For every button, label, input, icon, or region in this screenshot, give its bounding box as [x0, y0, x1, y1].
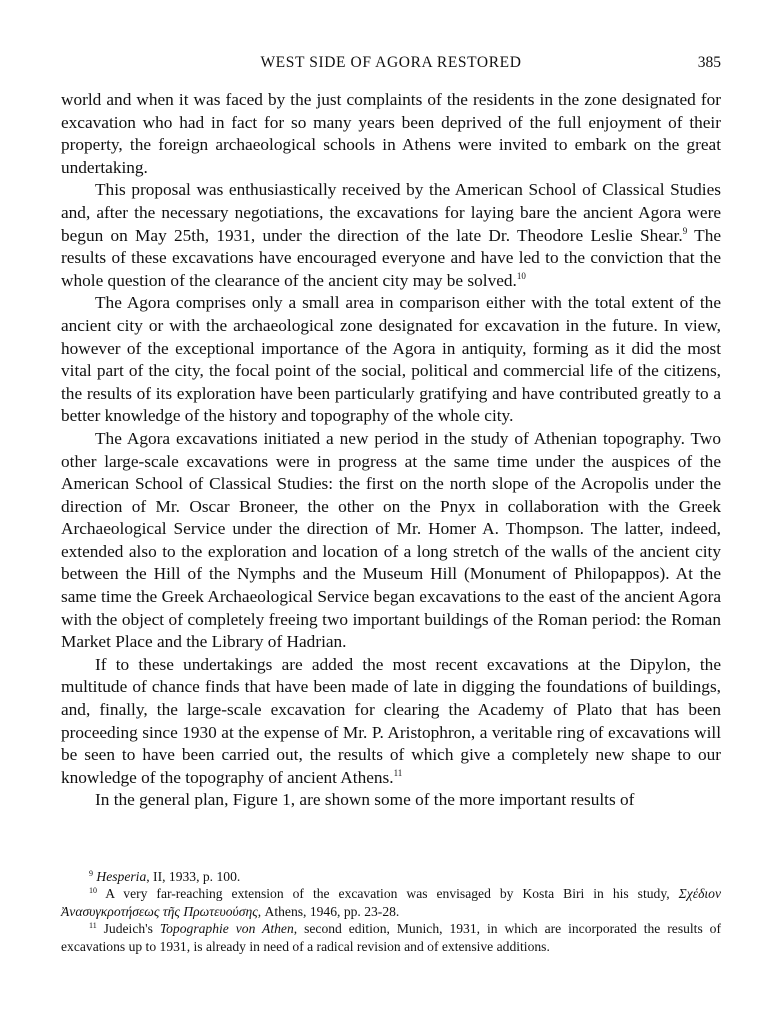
footnote-10-number: 10	[89, 886, 97, 896]
footnote-9	[61, 868, 721, 885]
footnote-10-text: A very far-reaching extension of the excavation was envisaged by Kosta Biri in his study,	[97, 886, 670, 902]
running-head	[61, 54, 721, 78]
page-number: 385	[697, 54, 721, 71]
footnote-11-number: 11	[89, 921, 97, 931]
paragraph-4: The Agora excavations initiated a new period in the study of Athenian topography. Two other large-scale excavations were in progress at the same time under the auspices of the American School of Classical Studies: the first on the north slope of the Acropolis under the direction of Mr. Oscar Broneer, the other on the Pnyx in collaboration with the Greek Archaeological Service under the direction of Mr. Homer A. Thompson. The latter, indeed, extended also to the exploration and location of a long stretch of the walls of the ancient city between the Hill of the Nymphs and the Museum Hill (Monument of Philopappos). At the same time the Greek Archaeological Service began excavations to the east of the ancient Agora with the object of completely freeing two important buildings of the Roman period: the Roman Market Place and the Library of Hadrian.	[61, 428, 721, 652]
footnote-11-title: Topographie von Athen	[159, 921, 294, 937]
paragraph-5-text: If to these undertakings are added the most recent excavations at the Dipylon, the multitude of chance finds that have been made of late in digging the foundations of buildings, and, finally, the large-scale excavation for clearing the Academy of Plato that has been proceeding since 1930 at the expense of Mr. P. Aristophron, a veritable ring of excavations will be seen to have been carried out, the results of which give a completely new shape to our knowledge of the topography of ancient Athens.	[61, 654, 721, 787]
footnote-9-title: Hesperia	[96, 869, 147, 884]
footnote-11-text-a: Judeich's	[96, 921, 160, 937]
body-text	[61, 89, 721, 812]
footnotes	[61, 868, 721, 955]
paragraph-2-part-a: This proposal was enthusiastically received by the American School of Classical Studies and, after the necessary negotiations, the excavations for laying bare the ancient Agora were begun on May 25th, 1931, under the direction of the late Dr. Theodore Leslie Shear.	[61, 180, 721, 245]
paragraph-2-part-b: The results of these excavations have encouraged everyone and have led to the conviction that the whole question of the clearance of the ancient city may be solved.	[61, 225, 722, 290]
footnote-10-rest: , Athens, 1946, pp. 23-28.	[257, 903, 400, 919]
footnote-9-text: , II, 1933, p. 100.	[146, 869, 241, 884]
footnote-9-number: 9	[89, 869, 93, 878]
paragraph-1: world and when it was faced by the just complaints of the residents in the zone designated for excavation who had in fact for so many years been deprived of the full enjoyment of their property, the foreign archaeological schools in Athens were invited to embark on the great undertaking.	[61, 90, 721, 177]
paragraph-3: The Agora comprises only a small area in comparison either with the total extent of the ancient city or with the archaeological zone designated for excavation in the future. In view, however of the exceptional importance of the Agora in antiquity, forming as it did the most vital part of the city, the focal point of the social, political and commercial life of the citizens, the results of its exploration have been particularly gratifying and have contributed greatly to a better knowledge of the history and topography of the whole city.	[61, 293, 721, 426]
footnote-11	[61, 920, 721, 955]
footnote-10	[61, 885, 721, 920]
paragraph-6: In the general plan, Figure 1, are shown some of the more important results of	[95, 790, 635, 810]
footnote-ref-10: 10	[516, 270, 526, 281]
running-title: WEST SIDE OF AGORA RESTORED	[260, 54, 522, 71]
footnote-11-text-b: , second edition, Munich, 1931, in which are incorporated the results of excavations up to 1931, is already in need of a radical revision and of extensive additions.	[61, 921, 721, 954]
paragraph-2	[61, 179, 721, 292]
footnote-ref-9: 9	[682, 225, 688, 236]
paragraph-5	[61, 654, 721, 790]
footnote-ref-11: 11	[393, 767, 403, 778]
footnote-10-greek-title: Σχέδιον Ἀνασυγκροτήσεως τῆς Πρωτευούσης	[61, 886, 721, 919]
